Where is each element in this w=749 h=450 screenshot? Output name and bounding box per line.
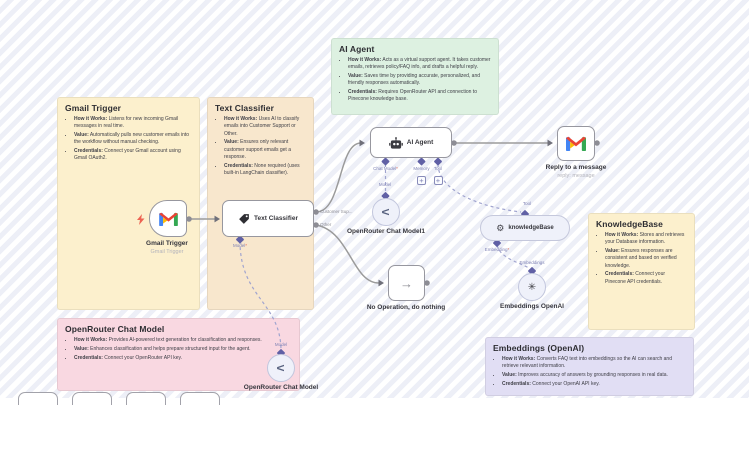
port-label-model-input: Model — [274, 342, 288, 347]
output-port[interactable] — [313, 209, 319, 215]
note-bullet: • How it Works: Stores and retrieves your Database information. — [605, 232, 687, 247]
output-port[interactable] — [186, 216, 192, 222]
note-bullet: • How it Works: Listens for new incoming Gmail messages in real time. — [74, 116, 192, 131]
node-label: Gmail Trigger — [146, 240, 188, 247]
note-bullet: • Credentials: Connect your OpenRouter API key. — [74, 355, 292, 362]
note-bullet: • Credentials: Connect your Gmail account using Gmail OAuth2. — [74, 148, 192, 163]
node-knowledgebase[interactable] — [480, 215, 570, 241]
node-openrouter-chat-model1[interactable] — [372, 198, 400, 226]
node-caption-openrouter1 — [346, 228, 426, 236]
tag-icon — [238, 213, 250, 225]
note-bullet: • Value: Improves accuracy of answers by grounding responses in real data. — [502, 372, 686, 379]
node-label: Reply to a message — [545, 164, 607, 171]
input-arrow-icon — [548, 140, 554, 147]
port-label-tool-input: Tool — [522, 201, 532, 206]
note-bullet: • Credentials: Connect your OpenAI API key. — [502, 381, 686, 388]
output-port[interactable] — [313, 222, 319, 228]
note-bullet: • Value: Automatically pulls new customer emails into the workflow without manual checking. — [74, 132, 192, 147]
node-no-operation[interactable] — [388, 265, 425, 301]
node-stub-2[interactable] — [72, 392, 112, 405]
node-label: No Operation, do nothing — [366, 304, 446, 311]
node-sublabel: reply: message — [557, 173, 595, 180]
sticky-note-title: KnowledgeBase — [596, 219, 663, 229]
output-port[interactable] — [594, 140, 600, 146]
gmail-icon — [566, 136, 586, 151]
note-bullet: • Credentials: None required (uses built-in LangChain classifier). — [224, 163, 306, 178]
robot-icon — [389, 137, 403, 149]
node-openrouter-chat-model[interactable] — [267, 354, 295, 382]
node-caption-gmail-trigger — [127, 240, 207, 256]
note-bullet: • Value: Saves time by providing accurate, personalized, and friendly responses automatically. — [348, 73, 491, 88]
port-diamond[interactable] — [417, 157, 425, 165]
node-label: OpenRouter Chat Model — [243, 384, 319, 391]
port-label-chat-model: Chat Model* — [373, 166, 398, 171]
sticky-note-title: Text Classifier — [215, 103, 274, 113]
port-label-embeddings-input: Embeddings — [519, 260, 545, 265]
node-gmail-trigger[interactable] — [149, 200, 187, 237]
note-bullet: • How it Works: Provides AI-powered text generation for classification and responses. — [74, 337, 292, 344]
note-bullet: • How it Works: Converts FAQ text into embeddings so the AI can search and retrieve relevant information. — [502, 356, 686, 371]
node-reply-to-message[interactable] — [557, 126, 595, 161]
port-diamond[interactable] — [381, 157, 389, 165]
note-bullet: • Credentials: Requires OpenRouter API and connection to Pinecone knowledge base. — [348, 89, 491, 104]
note-bullet: • Credentials: Connect your Pinecone API credentials. — [605, 271, 687, 286]
node-caption-reply — [536, 164, 616, 180]
note-bullet: • How it Works: Acts as a virtual support agent. It takes customer emails, retrieves policy/FAQ info, and drafts a helpful reply. — [348, 57, 491, 72]
node-label: knowledgeBase — [508, 225, 554, 231]
sticky-note-title: Embeddings (OpenAI) — [493, 343, 585, 353]
gmail-icon — [159, 212, 178, 226]
openrouter-icon: < — [381, 205, 391, 219]
node-caption-openrouter2 — [241, 384, 321, 392]
note-bullet: • Value: Enhances classification and helps prepare structured input for the agent. — [74, 346, 292, 353]
note-bullet: • How it Works: Uses AI to classify emails into Customer Support or Other. — [224, 116, 306, 138]
add-memory-button[interactable]: + — [417, 176, 426, 185]
input-arrow-icon — [379, 280, 385, 287]
node-label: OpenRouter Chat Model1 — [346, 228, 425, 235]
port-label-tool: Tool — [433, 166, 443, 171]
port-label-embedding: Embedding* — [484, 247, 510, 252]
output-label-customer-support: Customer Sup... — [320, 209, 353, 214]
gear-icon: ⚙ — [496, 222, 505, 233]
node-label: Embeddings OpenAI — [500, 303, 564, 310]
node-sublabel: Gmail Trigger — [150, 249, 184, 256]
node-caption-noop — [351, 304, 461, 312]
note-bullet: • Value: Ensures only relevant customer support emails get a response. — [224, 139, 306, 161]
arrow-right-icon: → — [400, 275, 413, 291]
node-stub-1[interactable] — [18, 392, 58, 405]
openai-icon: ✳ — [527, 281, 537, 293]
input-arrow-icon — [360, 140, 366, 147]
node-ai-agent[interactable] — [370, 127, 452, 158]
openrouter-icon: < — [276, 361, 286, 375]
wire-classifier-to-agent — [316, 143, 360, 212]
add-tool-button[interactable]: + — [434, 176, 443, 185]
node-stub-4[interactable] — [180, 392, 220, 405]
node-text-classifier[interactable] — [222, 200, 314, 237]
output-port[interactable] — [424, 280, 430, 286]
input-arrow-icon — [215, 216, 221, 223]
sticky-note-title: Gmail Trigger — [65, 103, 122, 113]
node-stub-3[interactable] — [126, 392, 166, 405]
port-label-model-input: Model — [378, 182, 392, 187]
output-port[interactable] — [451, 140, 457, 146]
node-embeddings-openai[interactable] — [518, 273, 546, 301]
sticky-note-title: AI Agent — [339, 44, 375, 54]
node-label: AI Agent — [406, 139, 434, 146]
wire-classifier-model — [240, 241, 281, 351]
sticky-note-title: OpenRouter Chat Model — [65, 324, 165, 334]
port-label-model: Model* — [232, 243, 248, 248]
node-label: Text Classifier — [254, 215, 298, 222]
output-label-other: Other — [320, 222, 332, 227]
port-label-memory: Memory — [413, 166, 430, 171]
note-bullet: • Value: Ensures responses are consistent and based on verified knowledge. — [605, 248, 687, 270]
lightning-icon — [137, 214, 145, 225]
node-caption-embeddings — [482, 303, 582, 311]
port-diamond[interactable] — [434, 157, 442, 165]
